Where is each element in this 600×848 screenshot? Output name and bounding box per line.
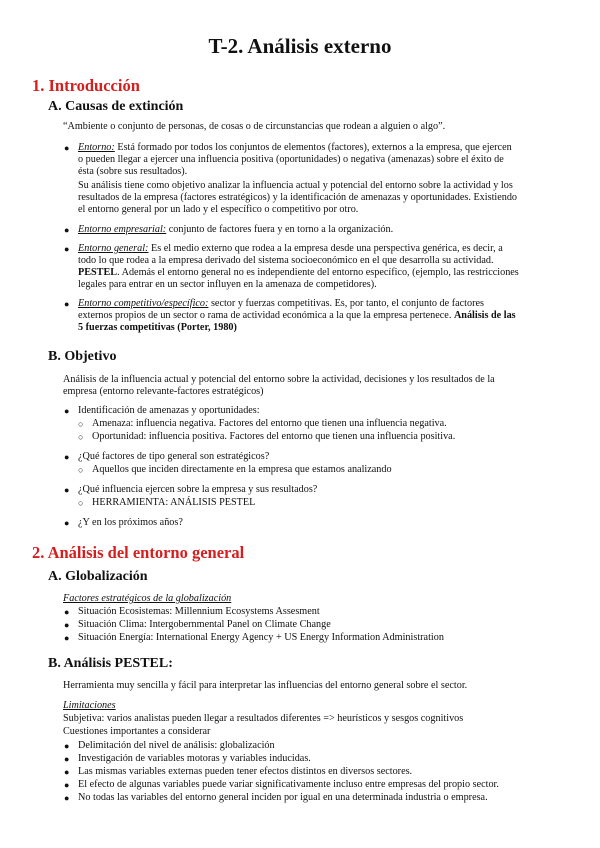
entorno-general-line-3: PESTEL. Además el entorno general no es independiente del entorno específico, (ejemplo, las restricciones (78, 267, 519, 278)
entorno-line-5: resultados de la empresa (factores estratégicos) y la identificación de amenazas y oportunidades. Existiendo (78, 192, 518, 203)
entorno-competitivo-line-2: externos propios de un sector o rama de actividad económica a la que la empresa pertenece. Análisis de las (78, 310, 516, 321)
bullet-icon: ● (64, 793, 70, 803)
globalizacion-item: Situación Ecosistemas: Millennium Ecosystems Assesment (78, 606, 320, 617)
page-title: T-2. Análisis externo (208, 34, 392, 58)
bullet-icon: ● (64, 299, 70, 309)
circle-bullet-icon: ○ (78, 432, 84, 442)
bullet-icon: ● (64, 620, 70, 630)
objetivo-subitem: Oportunidad: influencia positiva. Factores del entorno que tienen una influencia positiva. (92, 431, 456, 442)
entorno-line-3: ésta (sobre sus resultados). (78, 166, 188, 177)
section-1-heading: 1. Introducción (32, 76, 140, 95)
circle-bullet-icon: ○ (78, 419, 84, 429)
bullet-icon: ● (64, 607, 70, 617)
section-1b-heading: B. Objetivo (48, 349, 117, 364)
entorno-line-2: o pueden llegar a ejercer una influencia positiva (oportunidades) o negativa (amenazas) sobre el éxito de (78, 154, 504, 165)
pestel-item: Las mismas variables externas pueden tener efectos distintos en diversos sectores. (78, 766, 413, 777)
objetivo-subitem: Amenaza: influencia negativa. Factores del entorno que tienen una influencia negativa. (92, 418, 447, 429)
section-2b-heading: B. Análisis PESTEL: (48, 656, 173, 671)
pestel-intro: Herramienta muy sencilla y fácil para interpretar las influencias del entorno general sobre el sector. (63, 680, 468, 691)
bullet-icon: ● (64, 633, 70, 643)
bullet-icon: ● (64, 225, 70, 235)
pestel-item: No todas las variables del entorno general inciden por igual en una determinada industria o empresa. (78, 792, 488, 803)
bullet-icon: ● (64, 452, 70, 462)
entorno-competitivo-line-3: 5 fuerzas competitivas (Porter, 1980) (78, 322, 237, 333)
objetivo-item: ¿Qué influencia ejercen sobre la empresa y sus resultados? (78, 484, 318, 495)
bullet-icon: ● (64, 780, 70, 790)
bullet-icon: ● (64, 485, 70, 495)
quote: “Ambiente o conjunto de personas, de cosas o de circunstancias que rodean a alguien o algo”. (63, 121, 446, 132)
limitaciones-line-1: Subjetiva: varios analistas pueden llegar a resultados diferentes => heurísticos y sesgos cognitivos (63, 713, 464, 724)
entorno-empresarial-label: Entorno empresarial: (78, 224, 167, 235)
pestel-item: Investigación de variables motoras y variables inducidas. (78, 753, 311, 764)
entorno-general-line-4: legales para entrar en un sector influyen en la amenaza de competidores). (78, 279, 377, 290)
bullet-icon: ● (64, 741, 70, 751)
entorno-competitivo-label: Entorno competitivo/específico: (78, 298, 209, 309)
section-2-heading: 2. Análisis del entorno general (32, 543, 245, 562)
objetivo-subitem: HERRAMIENTA: ANÁLISIS PESTEL (92, 497, 256, 508)
bullet-icon: ● (64, 518, 70, 528)
entorno-general-line-2: todo lo que rodea a la empresa derivado del sistema socioeconómico en el que desarrolla su actividad. (78, 255, 494, 266)
entorno-line-1: Entorno: Está formado por todos los conjuntos de elementos (factores), externos a la empresa, que ejercen (78, 142, 512, 153)
entorno-empresarial-line: Entorno empresarial: conjunto de factores fuera y en torno a la organización. (78, 224, 394, 235)
circle-bullet-icon: ○ (78, 465, 84, 475)
bullet-icon: ● (64, 754, 70, 764)
objetivo-item: Identificación de amenazas y oportunidades: (78, 405, 260, 416)
entorno-line-4: Su análisis tiene como objetivo analizar la influencia actual y potencial del entorno sobre la actividad y los (78, 180, 513, 191)
limitaciones-line-2: Cuestiones importantes a considerar (63, 726, 211, 737)
section-1a-heading: A. Causas de extinción (48, 99, 184, 114)
objetivo-line-2: empresa (entorno relevante-factores estratégicos) (63, 386, 264, 397)
globalizacion-item: Situación Energía: International Energy Agency + US Energy Information Administration (78, 632, 444, 643)
entorno-label: Entorno: (78, 142, 115, 153)
pestel-item: Delimitación del nivel de análisis: globalización (78, 740, 275, 751)
pestel-item: El efecto de algunas variables puede variar significativamente incluso entre empresas del propio sector. (78, 779, 499, 790)
globalizacion-item: Situación Clima: Intergobernmental Panel on Climate Change (78, 619, 331, 630)
globalizacion-subheading: Factores estratégicos de la globalización (63, 593, 232, 604)
entorno-line-6: el entorno general por un lado y el específico o competitivo por otro. (78, 204, 359, 215)
bullet-icon: ● (64, 767, 70, 777)
objetivo-subitem: Aquellos que inciden directamente en la empresa que estamos analizando (92, 464, 392, 475)
objetivo-item: ¿Qué factores de tipo general son estratégicos? (78, 451, 270, 462)
bullet-icon: ● (64, 244, 70, 254)
section-2a-heading: A. Globalización (48, 569, 148, 584)
limitaciones-subheading: Limitaciones (63, 700, 116, 711)
circle-bullet-icon: ○ (78, 498, 84, 508)
entorno-general-label: Entorno general: (78, 243, 149, 254)
entorno-general-line-1: Entorno general: Es el medio externo que rodea a la empresa desde una perspectiva genérica, es decir, a (78, 243, 503, 254)
objetivo-line-1: Análisis de la influencia actual y potencial del entorno sobre la actividad, decisiones y los resultados de la (63, 374, 495, 385)
bullet-icon: ● (64, 143, 70, 153)
entorno-competitivo-line-1: Entorno competitivo/específico: sector y fuerzas competitivas. Es, por tanto, el conjunto de factores (78, 298, 484, 309)
bullet-icon: ● (64, 406, 70, 416)
objetivo-item: ¿Y en los próximos años? (78, 517, 183, 528)
